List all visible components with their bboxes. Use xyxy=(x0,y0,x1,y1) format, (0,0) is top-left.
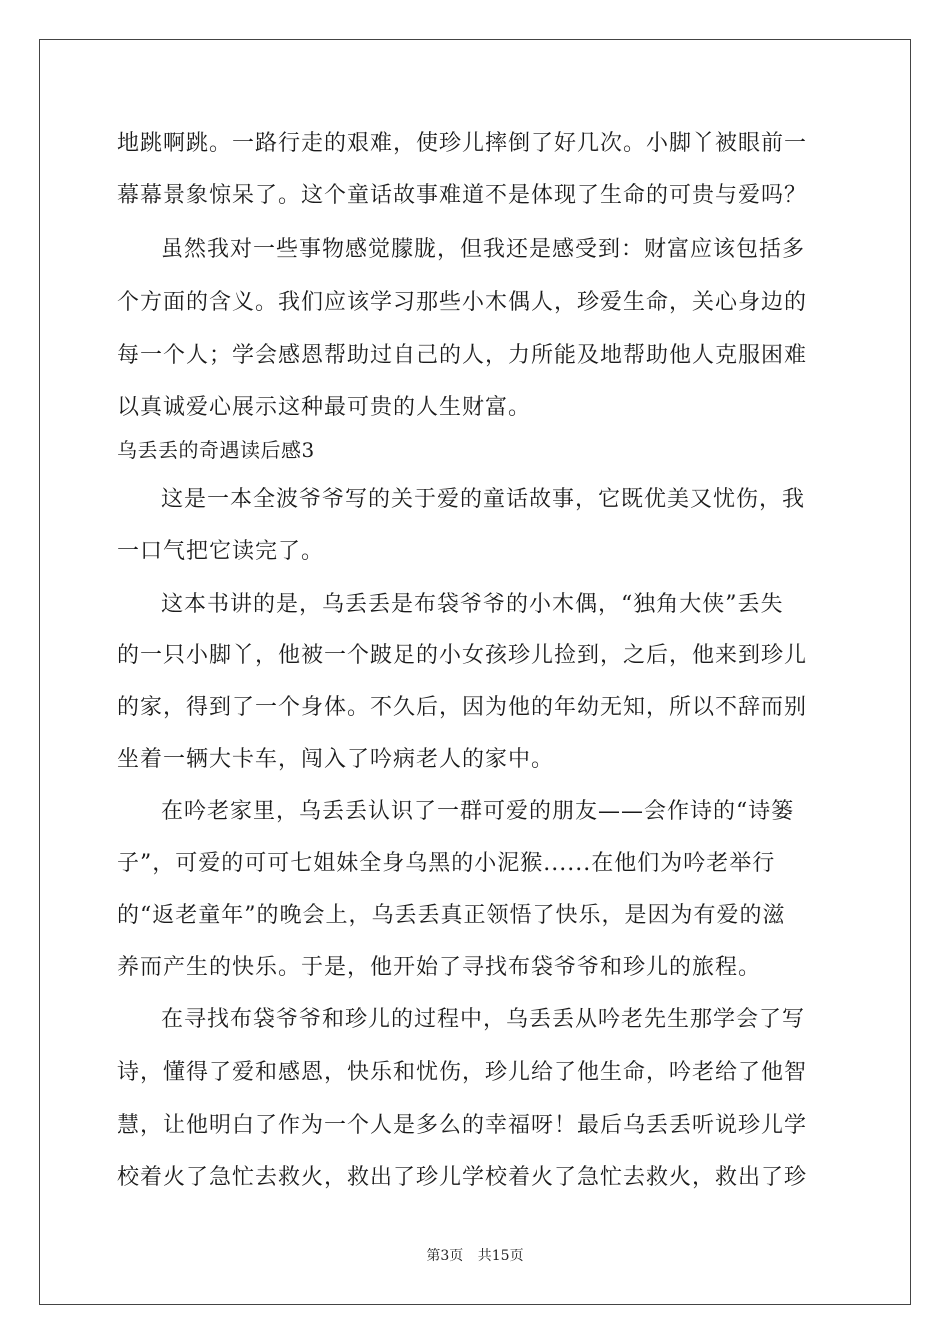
text-line: 诗，懂得了爱和感恩，快乐和忧伤，珍儿给了他生命，吟老给了他智 xyxy=(117,1060,808,1085)
text-line: 以真诚爱心展示这种最可贵的人生财富。 xyxy=(117,395,532,420)
text-line: 在寻找布袋爷爷和珍儿的过程中，乌丢丢从吟老先生那学会了写 xyxy=(161,1007,806,1032)
text-line: 在吟老家里，乌丢丢认识了一群可爱的朋友——会作诗的“诗篓 xyxy=(161,799,795,824)
text-line: 个方面的含义。我们应该学习那些小木偶人，珍爱生命，关心身边的 xyxy=(117,290,808,315)
page-number: 第3页 xyxy=(426,1248,464,1264)
text-line: 每一个人；学会感恩帮助过自己的人，力所能及地帮助他人克服困难 xyxy=(117,343,808,368)
text-line: 虽然我对一些事物感觉朦胧，但我还是感受到：财富应该包括多 xyxy=(161,237,806,262)
text-line: 慧，让他明白了作为一个人是多么的幸福呀！最后乌丢丢听说珍儿学 xyxy=(117,1113,808,1138)
text-line: 的一只小脚丫，他被一个跛足的小女孩珍儿捡到，之后，他来到珍儿 xyxy=(117,643,808,668)
page-total: 共15页 xyxy=(477,1248,524,1264)
text-line: 这是一本全波爷爷写的关于爱的童话故事，它既优美又忧伤，我 xyxy=(161,487,806,512)
text-line: 一口气把它读完了。 xyxy=(117,539,325,564)
text-line: 子”，可爱的可可七姐妹全身乌黑的小泥猴......在他们为吟老举行 xyxy=(117,851,776,876)
page-footer xyxy=(0,1246,950,1266)
text-line: 养而产生的快乐。于是，他开始了寻找布袋爷爷和珍儿的旅程。 xyxy=(117,955,762,980)
text-line: 幕幕景象惊呆了。这个童话故事难道不是体现了生命的可贵与爱吗？ xyxy=(117,183,808,208)
text-line: 坐着一辆大卡车，闯入了吟病老人的家中。 xyxy=(117,747,555,772)
section-heading: 乌丢丢的奇遇读后感3 xyxy=(117,438,315,462)
text-line: 地跳啊跳。一路行走的艰难，使珍儿摔倒了好几次。小脚丫被眼前一 xyxy=(117,131,808,156)
text-line: 这本书讲的是，乌丢丢是布袋爷爷的小木偶，“独角大侠”丢失 xyxy=(161,592,784,617)
text-line: 的家，得到了一个身体。不久后，因为他的年幼无知，所以不辞而别 xyxy=(117,695,808,720)
text-line: 校着火了急忙去救火，救出了珍儿学校着火了急忙去救火，救出了珍 xyxy=(117,1165,808,1190)
text-line: 的“返老童年”的晚会上，乌丢丢真正领悟了快乐，是因为有爱的滋 xyxy=(117,903,786,928)
